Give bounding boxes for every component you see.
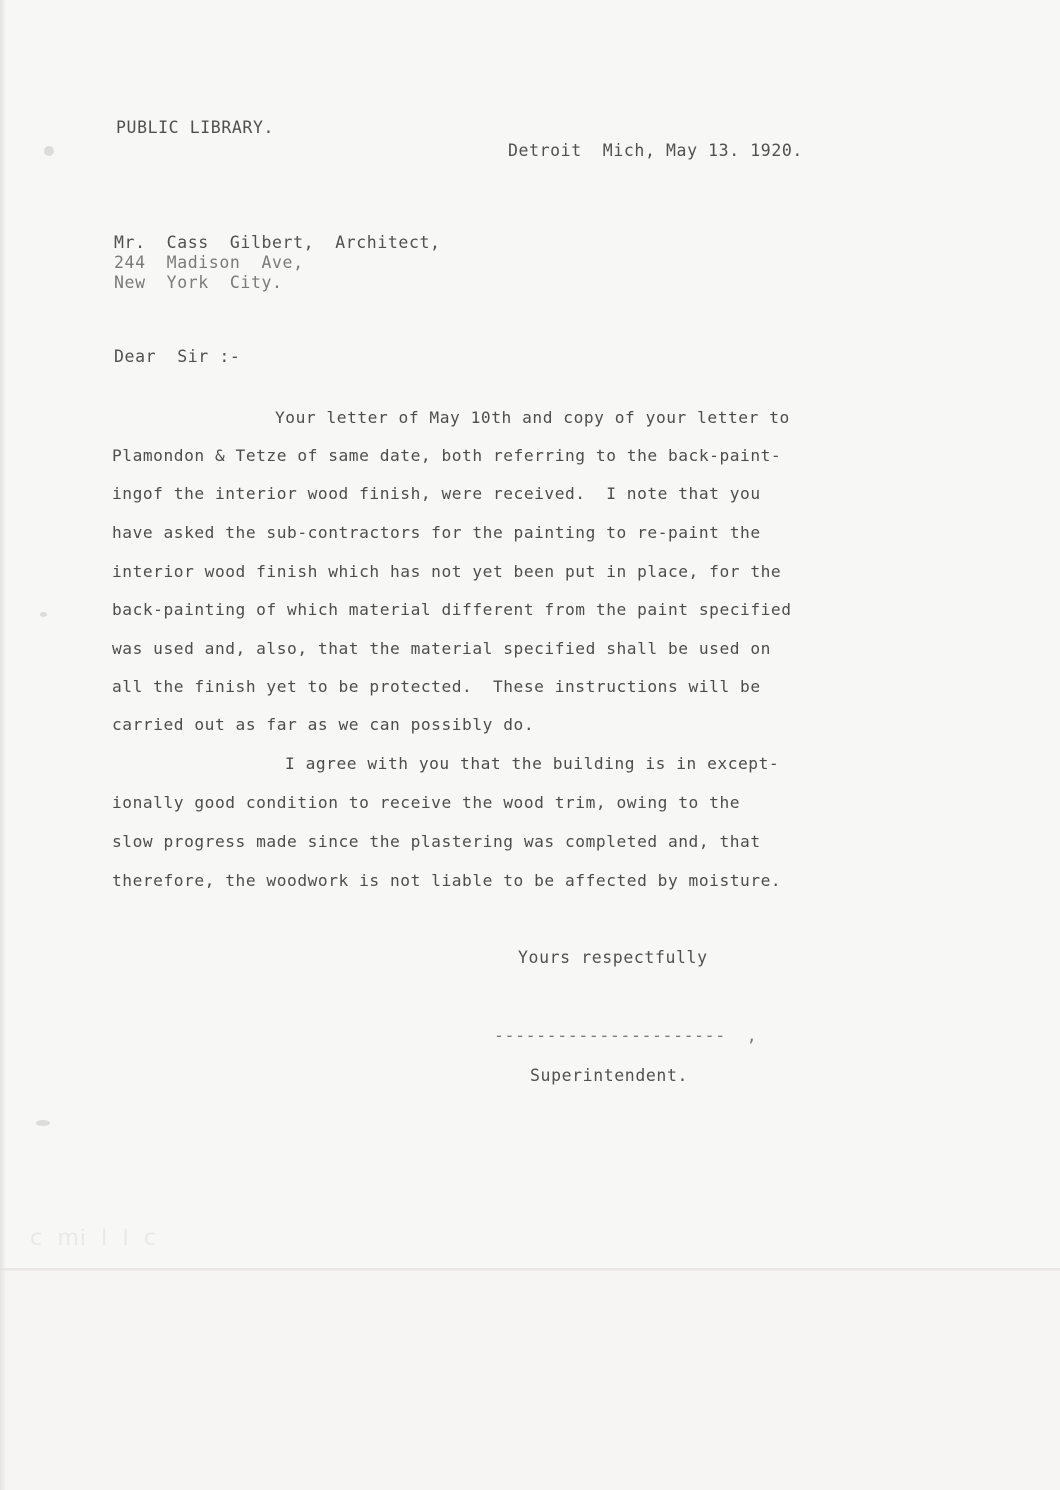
paragraph-1-line: have asked the sub-contractors for the painting to re-paint the	[112, 523, 761, 542]
paragraph-2-line: I agree with you that the building is in except-	[285, 754, 780, 773]
paragraph-1-line: all the finish yet to be protected. These instructions will be	[112, 677, 761, 696]
paper-speck	[36, 1120, 50, 1126]
scan-background	[0, 1271, 1060, 1490]
paragraph-1-line: Plamondon & Tetze of same date, both referring to the back-paint-	[112, 446, 782, 465]
paragraph-1-line: ingof the interior wood finish, were received. I note that you	[112, 484, 761, 503]
paragraph-2-line: therefore, the woodwork is not liable to be affected by moisture.	[112, 871, 782, 890]
paper-speck	[40, 612, 47, 617]
paragraph-1-line: interior wood finish which has not yet been put in place, for the	[112, 562, 782, 581]
recipient-line-2: 244 Madison Ave,	[114, 253, 304, 272]
paragraph-1-line: carried out as far as we can possibly do.	[112, 715, 535, 734]
paragraph-2-line: slow progress made since the plastering was completed and, that	[112, 832, 761, 851]
scan-shadow	[0, 0, 6, 1490]
signatory-title: Superintendent.	[530, 1066, 689, 1085]
signature-line: ---------------------- ,	[494, 1026, 758, 1045]
paper-speck	[44, 146, 54, 156]
recipient-line-1: Mr. Cass Gilbert, Architect,	[114, 233, 441, 252]
paragraph-1-line: Your letter of May 10th and copy of your letter to	[275, 408, 790, 427]
paragraph-1-line: back-painting of which material different from the paint specified	[112, 600, 792, 619]
recipient-line-3: New York City.	[114, 273, 283, 292]
salutation: Dear Sir :-	[114, 347, 241, 366]
faint-archive-stamp: ⅽ ⅿⅰ ⅼ ⅼ ⅽ	[30, 1226, 157, 1251]
paragraph-2-line: ionally good condition to receive the wood trim, owing to the	[112, 793, 741, 812]
paragraph-1-line: was used and, also, that the material specified shall be used on	[112, 639, 771, 658]
letterhead-organization: PUBLIC LIBRARY.	[116, 118, 275, 137]
valediction: Yours respectfully	[518, 948, 708, 967]
letterhead-place-date: Detroit Mich, May 13. 1920.	[508, 141, 803, 160]
